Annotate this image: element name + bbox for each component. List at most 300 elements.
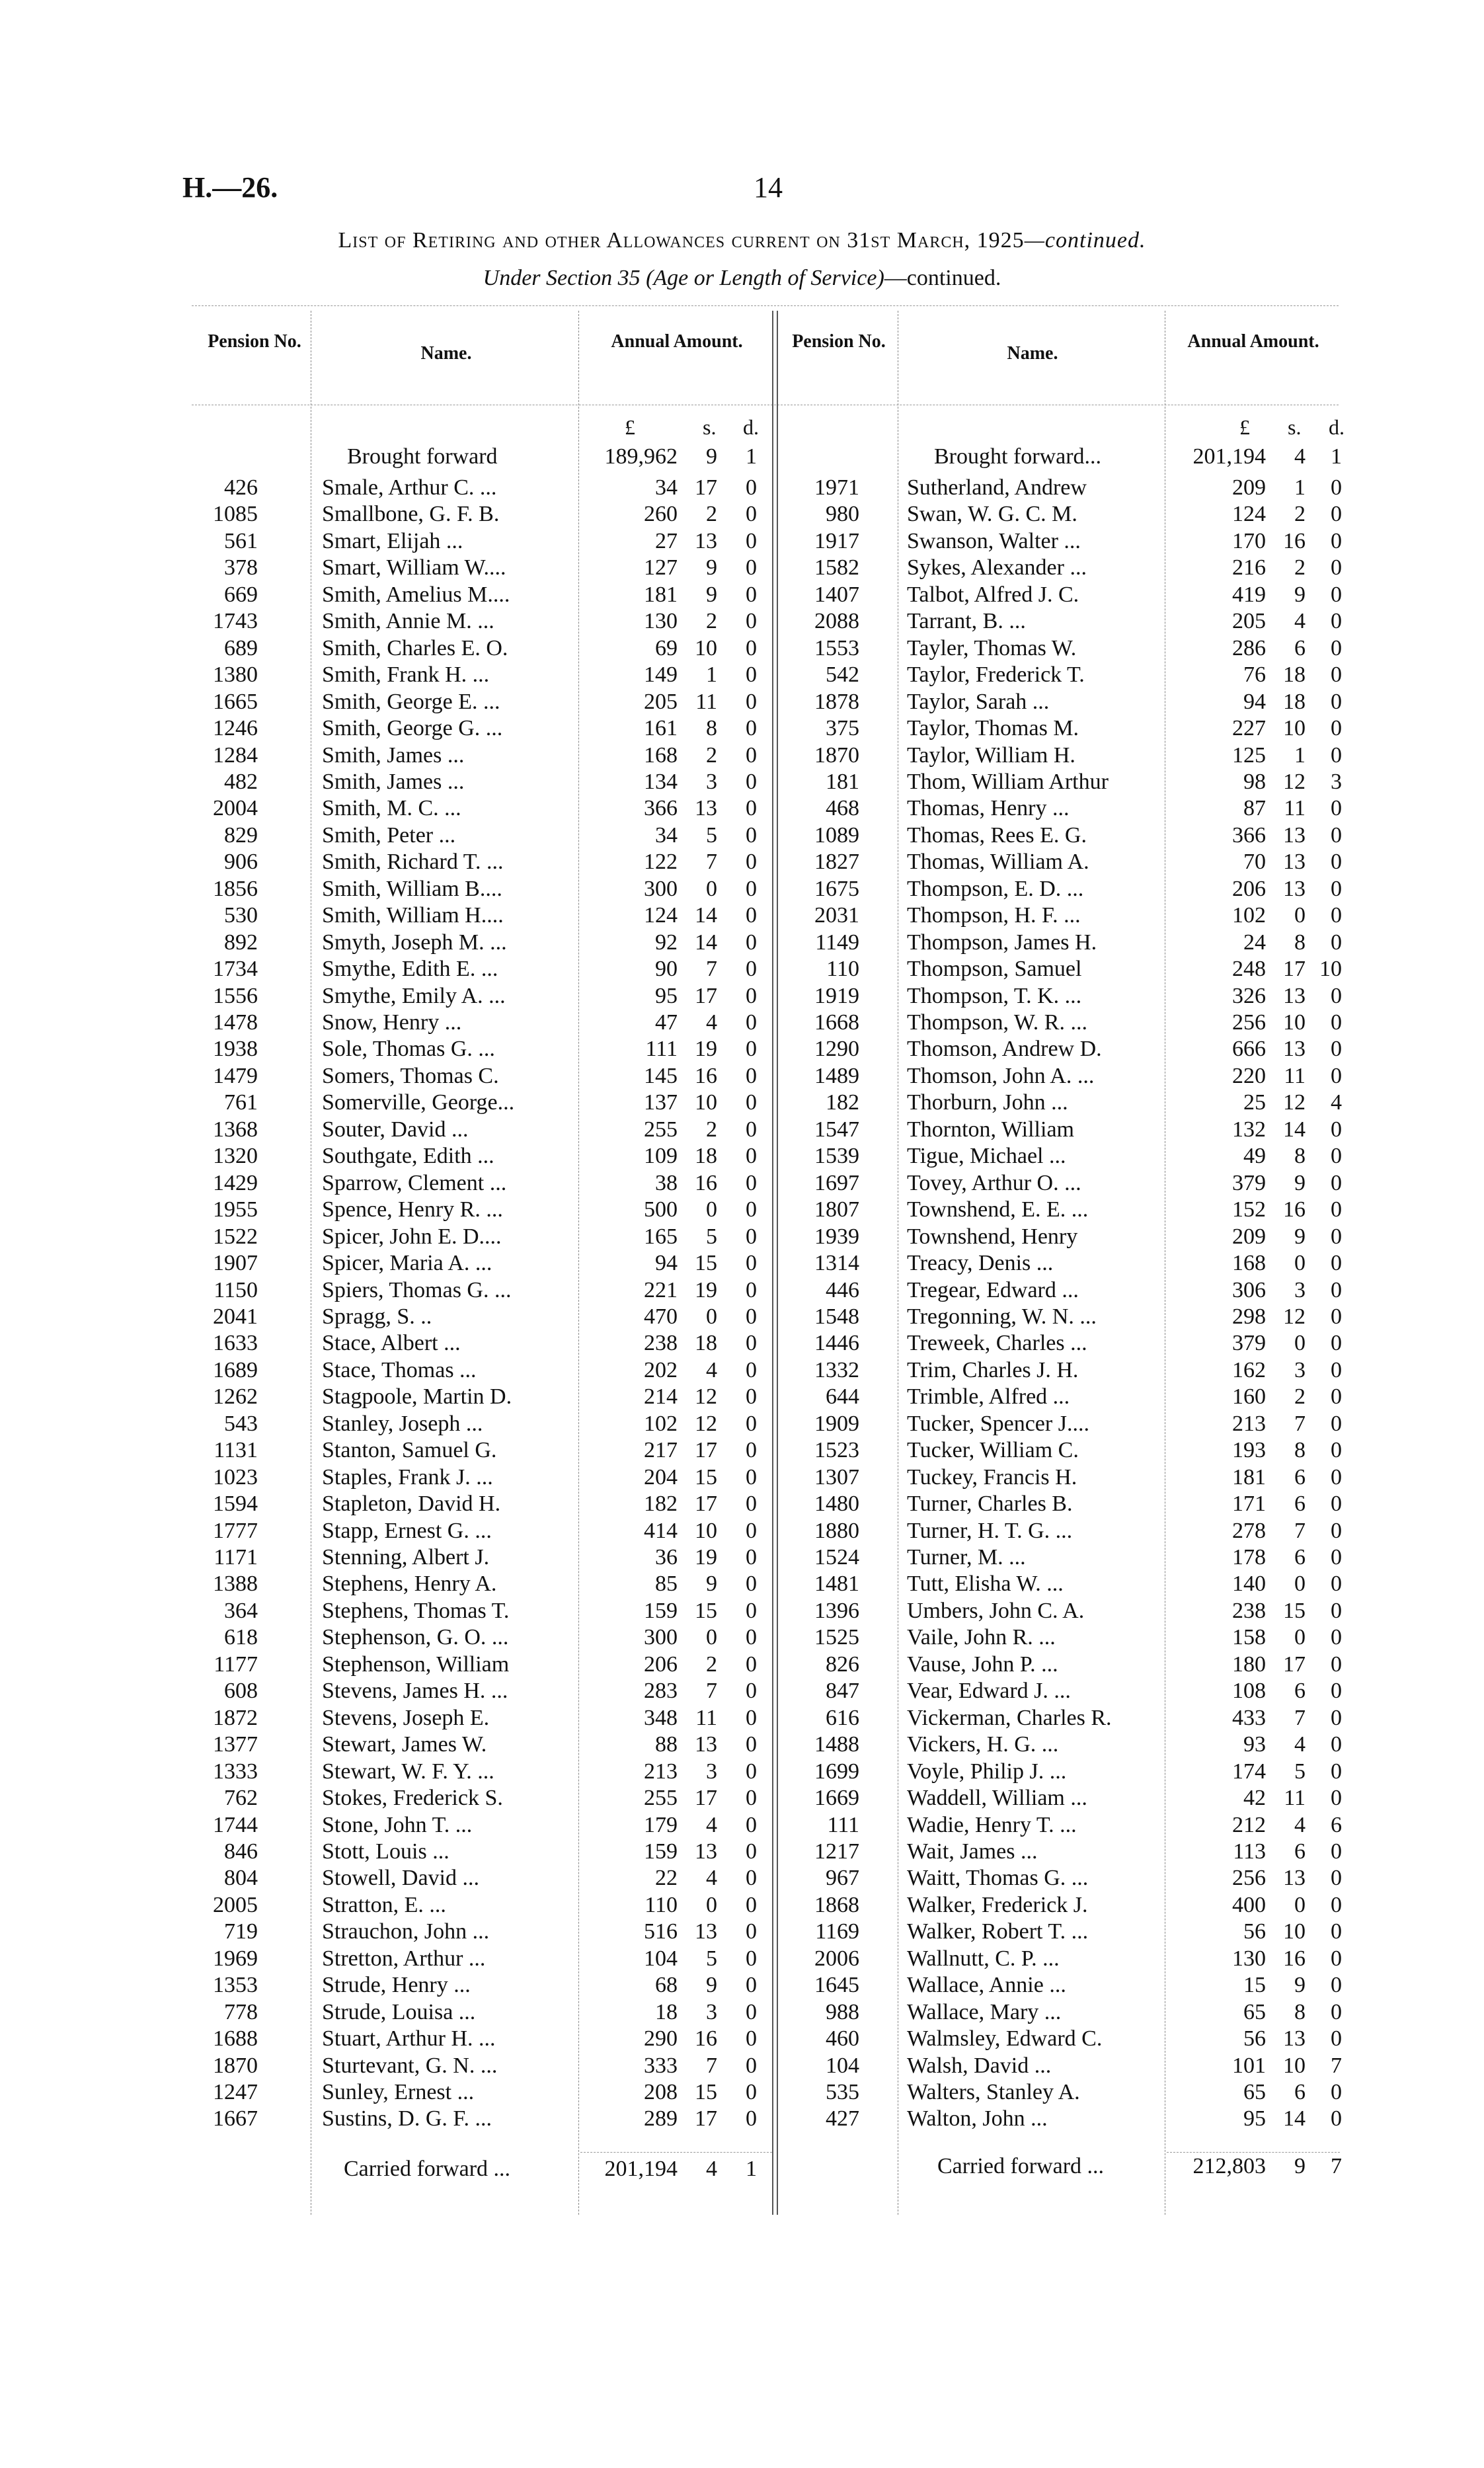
amount-pounds: 205: [1232, 609, 1266, 634]
pension-number: 1938: [213, 1037, 258, 1062]
pension-number: 892: [224, 930, 258, 955]
pensioner-name: Thompson, W. R. ...: [907, 1010, 1087, 1035]
amount-pounds: 179: [644, 1812, 678, 1837]
page-number: 14: [754, 171, 783, 204]
amount-shillings: 15: [1283, 1598, 1306, 1623]
table-row: [0, 1437, 1484, 1464]
carried-forward-pence: 1: [746, 2157, 757, 2181]
amount-pence: 0: [746, 903, 757, 928]
amount-pence: 0: [746, 1839, 757, 1864]
amount-pence: 0: [746, 1438, 757, 1463]
pension-number: 1744: [213, 1812, 258, 1837]
amount-pounds: 93: [1243, 1732, 1266, 1757]
amount-pence: 0: [1331, 1197, 1342, 1222]
pension-number: 618: [224, 1625, 258, 1650]
pensioner-name: Sturtevant, G. N. ...: [322, 2053, 498, 2078]
amount-pence: 0: [746, 689, 757, 714]
amount-shillings: 9: [706, 1572, 717, 1597]
pensioner-name: Stephens, Henry A.: [322, 1572, 497, 1597]
amount-shillings: 8: [1294, 1438, 1306, 1463]
pensioner-name: Wallace, Mary ...: [907, 1999, 1062, 2024]
pensioner-name: Sunley, Ernest ...: [322, 2080, 475, 2104]
pensioner-name: Taylor, Sarah ...: [907, 689, 1050, 714]
amount-pounds: 227: [1232, 716, 1266, 741]
amount-pence: 0: [746, 609, 757, 634]
amount-shillings: 11: [1284, 1063, 1306, 1088]
shilling-unit: s.: [1288, 415, 1302, 439]
amount-pence: 0: [746, 662, 757, 688]
amount-shillings: 9: [706, 555, 717, 580]
pensioner-name: Thomson, John A. ...: [907, 1063, 1095, 1088]
amount-shillings: 2: [706, 1652, 717, 1677]
pensioner-name: Stretton, Arthur ...: [322, 1946, 486, 1971]
amount-pounds: 180: [1232, 1652, 1266, 1677]
amount-pence: 0: [1331, 1839, 1342, 1864]
pensioner-name: Wait, James ...: [907, 1839, 1038, 1864]
amount-pounds: 220: [1232, 1063, 1266, 1088]
amount-pounds: 260: [644, 502, 678, 527]
pensioner-name: Stagpoole, Martin D.: [322, 1384, 512, 1410]
amount-pence: 0: [746, 635, 757, 660]
amount-pounds: 255: [644, 1786, 678, 1811]
pension-number: 980: [826, 502, 859, 527]
amount-shillings: 12: [1283, 769, 1306, 794]
amount-shillings: 4: [706, 1812, 717, 1837]
amount-shillings: 6: [1294, 1545, 1306, 1570]
pension-number: 1971: [814, 475, 859, 500]
carried-forward-label: Carried forward ...: [937, 2154, 1105, 2178]
table-row: [0, 956, 1484, 983]
pension-number: 561: [224, 528, 258, 553]
amount-shillings: 14: [695, 903, 717, 928]
amount-pence: 0: [1331, 1652, 1342, 1677]
carried-forward-pounds: 201,194: [604, 2157, 678, 2181]
amount-pounds: 414: [644, 1518, 678, 1543]
pension-number: 1919: [814, 983, 859, 1008]
pensioner-name: Sutherland, Andrew: [907, 475, 1087, 500]
table-row: [0, 1624, 1484, 1652]
pension-number: 1777: [213, 1518, 258, 1543]
amount-pounds: 36: [655, 1545, 678, 1570]
amount-pence: 0: [1331, 689, 1342, 714]
pension-number: 1479: [213, 1063, 258, 1088]
pensioner-name: Tregonning, W. N. ...: [907, 1304, 1097, 1329]
pension-number: 1909: [814, 1411, 859, 1436]
amount-pence: 0: [1331, 1705, 1342, 1730]
pension-number: 1150: [214, 1277, 258, 1302]
amount-shillings: 13: [1283, 983, 1306, 1008]
pension-number: 427: [826, 2106, 859, 2131]
amount-shillings: 0: [706, 1892, 717, 1917]
amount-shillings: 15: [695, 1598, 717, 1623]
amount-pence: 0: [746, 1224, 757, 1249]
amount-pounds: 90: [655, 957, 678, 982]
amount-pounds: 500: [644, 1197, 678, 1222]
amount-pounds: 102: [1232, 903, 1266, 928]
amount-pence: 0: [1331, 1732, 1342, 1757]
top-rule: [192, 305, 1339, 306]
amount-pence: 0: [1331, 1866, 1342, 1891]
amount-shillings: 12: [695, 1411, 717, 1436]
amount-shillings: 0: [1294, 1331, 1306, 1356]
amount-pounds: 278: [1232, 1518, 1266, 1543]
amount-shillings: 10: [1283, 1919, 1306, 1944]
amount-pounds: 212: [1232, 1812, 1266, 1837]
amount-pence: 0: [746, 1492, 757, 1517]
amount-pence: 0: [1331, 1598, 1342, 1623]
amount-shillings: 5: [706, 1224, 717, 1249]
amount-pounds: 286: [1232, 635, 1266, 660]
amount-shillings: 3: [706, 1759, 717, 1784]
pensioner-name: Staples, Frank J. ...: [322, 1464, 493, 1490]
amount-shillings: 4: [706, 1010, 717, 1035]
amount-shillings: 7: [706, 1679, 717, 1704]
pensioner-name: Smale, Arthur C. ...: [322, 475, 497, 500]
pension-number: 1377: [213, 1732, 258, 1757]
pension-number: 1868: [814, 1892, 859, 1917]
amount-pence: 0: [746, 1786, 757, 1811]
amount-pence: 0: [1331, 850, 1342, 875]
pensioner-name: Swan, W. G. C. M.: [907, 502, 1077, 527]
amount-pounds: 205: [644, 689, 678, 714]
pensioner-name: Taylor, William H.: [907, 742, 1075, 768]
pensioner-name: Stace, Thomas ...: [322, 1357, 477, 1382]
pence-unit: d.: [743, 415, 759, 439]
amount-pence: 0: [1331, 1411, 1342, 1436]
table-row: [0, 1705, 1484, 1732]
table-row: [0, 1946, 1484, 1973]
amount-pence: 0: [746, 769, 757, 794]
amount-shillings: 15: [695, 2080, 717, 2104]
amount-pence: 0: [1331, 983, 1342, 1008]
amount-pounds: 238: [644, 1331, 678, 1356]
amount-shillings: 9: [1294, 1224, 1306, 1249]
pensioner-name: Smith, William B....: [322, 876, 502, 901]
header-annual-amount: Annual Amount.: [611, 331, 743, 352]
amount-pounds: 130: [1232, 1946, 1266, 1971]
amount-pence: 3: [1331, 769, 1342, 794]
pensioner-name: Stokes, Frederick S.: [322, 1786, 503, 1811]
pension-number: 829: [224, 822, 258, 848]
amount-shillings: 0: [1294, 1892, 1306, 1917]
table-row: [0, 1197, 1484, 1224]
amount-pence: 0: [1331, 662, 1342, 688]
amount-pounds: 193: [1232, 1438, 1266, 1463]
pensioner-name: Stanton, Samuel G.: [322, 1438, 497, 1463]
pensioner-name: Turner, M. ...: [907, 1545, 1026, 1570]
amount-shillings: 19: [695, 1545, 717, 1570]
amount-pounds: 204: [644, 1464, 678, 1490]
amount-shillings: 19: [695, 1277, 717, 1302]
amount-shillings: 7: [1294, 1518, 1306, 1543]
amount-pence: 0: [1331, 1384, 1342, 1410]
pension-number: 1872: [213, 1705, 258, 1730]
pension-number: 1284: [213, 742, 258, 768]
amount-shillings: 8: [1294, 1999, 1306, 2024]
amount-pence: 0: [746, 1331, 757, 1356]
amount-pence: 6: [1331, 1812, 1342, 1837]
pension-number: 1870: [814, 742, 859, 768]
amount-pence: 0: [746, 1144, 757, 1169]
amount-pence: 0: [746, 1090, 757, 1115]
pensioner-name: Strude, Henry ...: [322, 1973, 471, 1998]
amount-shillings: 16: [1283, 1197, 1306, 1222]
pence-unit: d.: [1329, 415, 1345, 439]
amount-shillings: 13: [1283, 2026, 1306, 2051]
pension-number: 1907: [213, 1251, 258, 1276]
header-annual-amount: Annual Amount.: [1187, 331, 1319, 352]
amount-pence: 0: [1331, 1464, 1342, 1490]
amount-shillings: 13: [695, 1839, 717, 1864]
pensioner-name: Smart, William W....: [322, 555, 506, 580]
amount-pence: 0: [746, 850, 757, 875]
amount-shillings: 10: [695, 1090, 717, 1115]
pension-number: 1878: [814, 689, 859, 714]
pensioner-name: Souter, David ...: [322, 1117, 469, 1142]
pensioner-name: Walters, Stanley A.: [907, 2080, 1080, 2104]
amount-pounds: 178: [1232, 1545, 1266, 1570]
pension-number: 1429: [213, 1170, 258, 1195]
table-row: [0, 2079, 1484, 2106]
pension-number: 1667: [213, 2106, 258, 2131]
amount-pence: 0: [1331, 555, 1342, 580]
amount-pounds: 168: [1232, 1251, 1266, 1276]
pensioner-name: Smith, Peter ...: [322, 822, 456, 848]
amount-shillings: 3: [706, 1999, 717, 2024]
amount-pounds: 202: [644, 1357, 678, 1382]
amount-shillings: 9: [706, 582, 717, 607]
table-row: [0, 1839, 1484, 1866]
amount-pence: 0: [746, 2106, 757, 2131]
amount-pounds: 160: [1232, 1384, 1266, 1410]
pensioner-name: Vause, John P. ...: [907, 1652, 1058, 1677]
amount-pounds: 182: [644, 1492, 678, 1517]
pension-number: 1699: [814, 1759, 859, 1784]
amount-pounds: 379: [1232, 1170, 1266, 1195]
pensioner-name: Wallnutt, C. P. ...: [907, 1946, 1060, 1971]
pension-number: 1880: [814, 1518, 859, 1543]
amount-pounds: 69: [655, 635, 678, 660]
amount-pounds: 206: [644, 1652, 678, 1677]
amount-shillings: 18: [695, 1144, 717, 1169]
pension-number: 1290: [814, 1037, 859, 1062]
amount-shillings: 10: [1283, 2053, 1306, 2078]
amount-shillings: 16: [1283, 528, 1306, 553]
pension-number: 1807: [814, 1197, 859, 1222]
amount-shillings: 4: [1294, 1732, 1306, 1757]
amount-pounds: 98: [1243, 769, 1266, 794]
amount-pence: 0: [1331, 1973, 1342, 1998]
table-row: [0, 608, 1484, 635]
pension-number: 1522: [213, 1224, 258, 1249]
amount-pounds: 171: [1232, 1492, 1266, 1517]
pension-number: 1688: [213, 2026, 258, 2051]
pensioner-name: Spragg, S. ..: [322, 1304, 432, 1329]
amount-shillings: 0: [706, 1625, 717, 1650]
table-row: [0, 1892, 1484, 1919]
pensioner-name: Walmsley, Edward C.: [907, 2026, 1103, 2051]
table-row: [0, 2026, 1484, 2053]
amount-shillings: 0: [706, 876, 717, 901]
amount-shillings: 4: [706, 1357, 717, 1382]
amount-pence: 0: [746, 475, 757, 500]
amount-pounds: 290: [644, 2026, 678, 2051]
pensioner-name: Stapleton, David H.: [322, 1492, 501, 1517]
amount-pounds: 161: [644, 716, 678, 741]
pension-number: 1582: [814, 555, 859, 580]
amount-pence: 0: [746, 2080, 757, 2104]
amount-shillings: 11: [695, 1705, 717, 1730]
amount-pounds: 149: [644, 662, 678, 688]
pension-number: 1131: [214, 1438, 258, 1463]
amount-pounds: 70: [1243, 850, 1266, 875]
amount-pence: 0: [746, 1732, 757, 1757]
amount-shillings: 0: [706, 1197, 717, 1222]
amount-shillings: 8: [706, 716, 717, 741]
pensioner-name: Smallbone, G. F. B.: [322, 502, 500, 527]
amount-pence: 0: [746, 1999, 757, 2024]
amount-pence: 0: [746, 1384, 757, 1410]
amount-pence: 0: [1331, 2080, 1342, 2104]
pension-number: 804: [224, 1866, 258, 1891]
pensioner-name: Smith, Charles E. O.: [322, 635, 508, 660]
amount-shillings: 5: [706, 1946, 717, 1971]
pensioner-name: Tutt, Elisha W. ...: [907, 1572, 1064, 1597]
amount-shillings: 12: [1283, 1304, 1306, 1329]
table-row: [0, 930, 1484, 957]
table-row: [0, 689, 1484, 716]
amount-shillings: 2: [706, 1117, 717, 1142]
pension-number: 608: [224, 1679, 258, 1704]
amount-pounds: 92: [655, 930, 678, 955]
pensioner-name: Taylor, Thomas M.: [907, 716, 1079, 741]
amount-shillings: 18: [695, 1331, 717, 1356]
pensioner-name: Stenning, Albert J.: [322, 1545, 490, 1570]
amount-pence: 0: [1331, 1492, 1342, 1517]
amount-pounds: 130: [644, 609, 678, 634]
amount-pounds: 27: [655, 528, 678, 553]
table-row: [0, 1732, 1484, 1759]
pensioner-name: Stapp, Ernest G. ...: [322, 1518, 492, 1543]
amount-shillings: 8: [1294, 930, 1306, 955]
amount-shillings: 0: [1294, 1251, 1306, 1276]
pension-number: 1525: [814, 1625, 859, 1650]
shilling-unit: s.: [703, 415, 717, 439]
table-row: [0, 2053, 1484, 2080]
pensioner-name: Tayler, Thomas W.: [907, 635, 1077, 660]
pensioner-name: Tuckey, Francis H.: [907, 1464, 1077, 1490]
amount-shillings: 4: [706, 1866, 717, 1891]
amount-shillings: 17: [695, 1492, 717, 1517]
amount-pounds: 122: [644, 850, 678, 875]
table-row: [0, 1250, 1484, 1277]
amount-shillings: 9: [706, 1973, 717, 1998]
table-row: [0, 1117, 1484, 1144]
table-row: [0, 1812, 1484, 1839]
amount-pence: 0: [746, 502, 757, 527]
pension-number: 1407: [814, 582, 859, 607]
table-row: [0, 1143, 1484, 1170]
pensioner-name: Trimble, Alfred ...: [907, 1384, 1070, 1410]
carried-forward-label: Carried forward ...: [344, 2157, 511, 2181]
amount-pence: 0: [746, 1598, 757, 1623]
amount-shillings: 6: [1294, 1464, 1306, 1490]
pension-number: 375: [826, 716, 859, 741]
pension-number: 719: [224, 1919, 258, 1944]
pension-number: 530: [224, 903, 258, 928]
amount-shillings: 17: [695, 983, 717, 1008]
amount-shillings: 6: [1294, 2080, 1306, 2104]
table-row: [0, 1785, 1484, 1812]
amount-pounds: 34: [655, 475, 678, 500]
pensioner-name: Treweek, Charles ...: [907, 1331, 1087, 1356]
brought-forward-shillings: 4: [1294, 444, 1306, 469]
table-row: [0, 1464, 1484, 1492]
amount-shillings: 13: [695, 1732, 717, 1757]
amount-pence: 0: [1331, 1010, 1342, 1035]
pension-number: 1314: [814, 1251, 859, 1276]
pensioner-name: Somers, Thomas C.: [322, 1063, 499, 1088]
pension-number: 1320: [213, 1144, 258, 1169]
amount-pounds: 366: [644, 796, 678, 821]
pensioner-name: Somerville, George...: [322, 1090, 515, 1115]
table-row: [0, 822, 1484, 850]
amount-pounds: 108: [1232, 1679, 1266, 1704]
pension-number: 826: [826, 1652, 859, 1677]
amount-pounds: 101: [1232, 2053, 1266, 2078]
pensioner-name: Spiers, Thomas G. ...: [322, 1277, 512, 1302]
pension-number: 181: [826, 769, 859, 794]
pensioner-name: Tigue, Michael ...: [907, 1144, 1066, 1169]
amount-pounds: 88: [655, 1732, 678, 1757]
table-row: [0, 983, 1484, 1010]
pensioner-name: Wadie, Henry T. ...: [907, 1812, 1077, 1837]
amount-pence: 7: [1331, 2053, 1342, 2078]
table-row: [0, 582, 1484, 609]
amount-pence: 0: [1331, 1999, 1342, 2024]
pension-number: 1380: [213, 662, 258, 688]
pension-number: 535: [826, 2080, 859, 2104]
amount-pounds: 85: [655, 1572, 678, 1597]
amount-pence: 0: [1331, 635, 1342, 660]
amount-pounds: 516: [644, 1919, 678, 1944]
amount-pounds: 306: [1232, 1277, 1266, 1302]
pensioner-name: Tucker, Spencer J....: [907, 1411, 1089, 1436]
pension-number: 1480: [814, 1492, 859, 1517]
pension-number: 1089: [814, 822, 859, 848]
amount-shillings: 7: [706, 2053, 717, 2078]
pension-number: 1734: [213, 957, 258, 982]
amount-shillings: 7: [706, 850, 717, 875]
pensioner-name: Thomas, Henry ...: [907, 796, 1070, 821]
amount-pence: 0: [746, 528, 757, 553]
pension-number: 1668: [814, 1010, 859, 1035]
table-row: [0, 635, 1484, 662]
amount-pence: 0: [746, 1973, 757, 1998]
pension-number: 426: [224, 475, 258, 500]
amount-shillings: 7: [1294, 1705, 1306, 1730]
amount-pounds: 216: [1232, 555, 1266, 580]
amount-pounds: 283: [644, 1679, 678, 1704]
table-row: [0, 902, 1484, 930]
amount-pounds: 47: [655, 1010, 678, 1035]
amount-pence: 10: [1319, 957, 1342, 982]
pension-number: 2006: [814, 1946, 859, 1971]
table-row: [0, 715, 1484, 742]
amount-shillings: 14: [695, 930, 717, 955]
pension-number: 1856: [213, 876, 258, 901]
amount-pounds: 110: [644, 1892, 678, 1917]
